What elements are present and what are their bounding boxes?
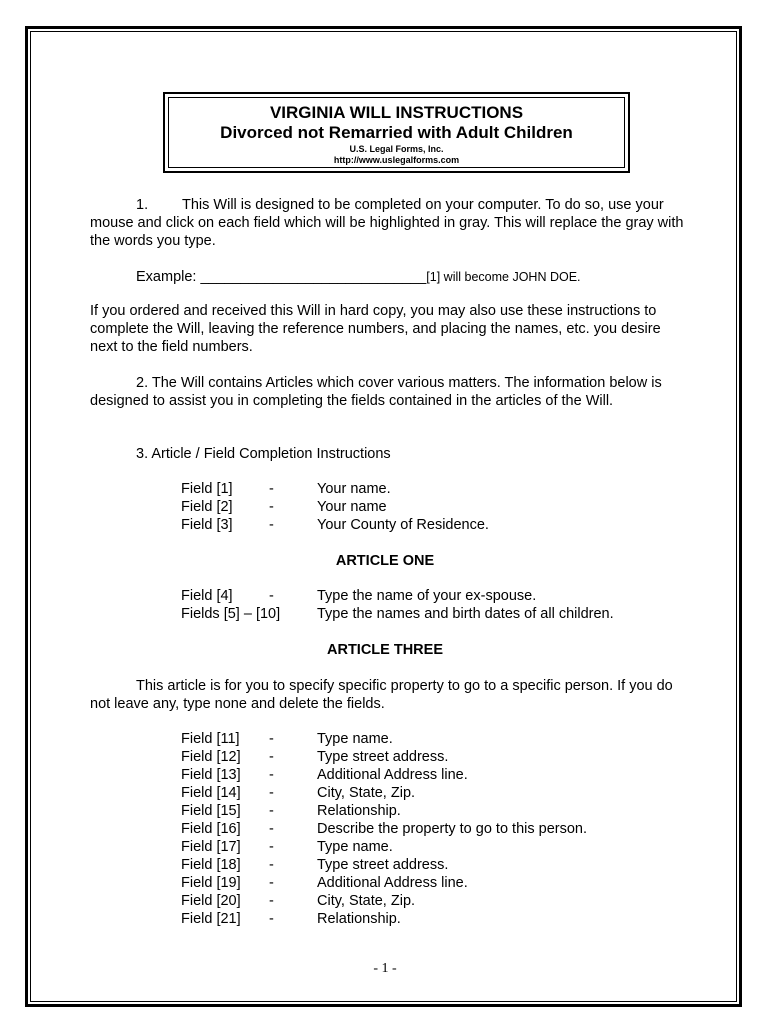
list-item	[181, 480, 489, 498]
field-description: Describe the property to go to this person.	[317, 821, 588, 837]
field-label: Field [4]	[181, 588, 233, 604]
page-number: - 1 -	[373, 961, 397, 976]
company-url: http://www.uslegalforms.com	[333, 155, 460, 165]
field-description: Relationship.	[317, 911, 401, 927]
field-dash: -	[269, 767, 274, 783]
field-label: Field [13]	[181, 767, 241, 783]
paragraph-3	[90, 445, 690, 463]
field-dash: -	[269, 588, 274, 604]
field-description: Your County of Residence.	[317, 517, 489, 533]
paragraph-1	[90, 196, 690, 250]
field-description: Type name.	[317, 731, 393, 747]
field-label: Field [14]	[181, 785, 241, 801]
field-label: Field [18]	[181, 857, 241, 873]
field-label: Field [19]	[181, 875, 241, 891]
field-label: Field [17]	[181, 839, 241, 855]
list-item	[181, 766, 587, 784]
article-three-heading: ARTICLE THREE	[327, 642, 443, 658]
field-description: Additional Address line.	[317, 767, 468, 783]
paragraph-2-text: 2. The Will contains Articles which cover various matters. The information below is designed to assist you in completing the fields contained in the articles of the Will.	[90, 375, 662, 409]
field-label: Field [21]	[181, 911, 241, 927]
field-description: City, State, Zip.	[317, 785, 416, 801]
example-label: Example:	[136, 269, 197, 285]
example-blank: ____________________________	[200, 269, 427, 285]
article-three-intro	[90, 677, 690, 713]
field-description: Relationship.	[317, 803, 401, 819]
field-description: Type name.	[317, 839, 393, 855]
example-line	[90, 268, 690, 286]
field-label: Field [2]	[181, 499, 233, 515]
field-label: Field [15]	[181, 803, 241, 819]
list-item	[181, 516, 489, 534]
document-title: VIRGINIA WILL INSTRUCTIONS	[269, 103, 524, 122]
field-description: Type street address.	[317, 749, 449, 765]
list-item	[181, 498, 489, 516]
list-item	[181, 838, 587, 856]
field-description: Type the name of your ex-spouse.	[317, 588, 537, 604]
article-three-intro-text: This article is for you to specify specific property to go to a specific person. If you do not leave any, type none and delete the fields.	[90, 678, 673, 712]
field-label: Field [12]	[181, 749, 241, 765]
title-box	[168, 97, 625, 168]
list-item	[181, 784, 587, 802]
field-description: Type street address.	[317, 857, 449, 873]
field-label: Field [1]	[181, 481, 233, 497]
list-item	[181, 820, 587, 838]
field-description: Your name.	[317, 481, 391, 497]
field-label: Field [3]	[181, 517, 233, 533]
article-one-heading: ARTICLE ONE	[335, 553, 435, 569]
field-description: City, State, Zip.	[317, 893, 416, 909]
field-label: Field [11]	[181, 731, 240, 747]
field-label: Fields [5] – [10]	[181, 606, 281, 622]
field-dash: -	[269, 517, 274, 533]
example-suffix: [1] will become JOHN DOE.	[426, 270, 581, 284]
field-dash: -	[269, 857, 274, 873]
field-dash: -	[269, 481, 274, 497]
field-dash: -	[269, 731, 274, 747]
field-label: Field [20]	[181, 893, 241, 909]
field-dash: -	[269, 821, 274, 837]
field-label: Field [16]	[181, 821, 241, 837]
field-dash: -	[269, 893, 274, 909]
paragraph-2	[90, 374, 690, 410]
list-item	[181, 587, 614, 605]
list-item	[181, 856, 587, 874]
field-dash: -	[269, 803, 274, 819]
field-dash: -	[269, 499, 274, 515]
field-dash: -	[269, 785, 274, 801]
list-item	[181, 605, 614, 623]
list-item	[181, 802, 587, 820]
document-subtitle: Divorced not Remarried with Adult Children	[220, 123, 573, 142]
list-item	[181, 748, 587, 766]
field-dash: -	[269, 911, 274, 927]
list-item	[181, 730, 587, 748]
field-description: Your name	[317, 499, 387, 515]
field-list-initial	[181, 480, 489, 534]
list-item	[181, 874, 587, 892]
list-item	[181, 892, 587, 910]
list-item	[181, 910, 587, 928]
paragraph-1-number: 1.	[136, 197, 149, 213]
field-dash: -	[269, 749, 274, 765]
company-name: U.S. Legal Forms, Inc.	[349, 144, 444, 154]
paragraph-hardcopy: If you ordered and received this Will in hard copy, you may also use these instructions to complete the Will, leaving the reference numbers, and placing the names, etc. you desire next to the field numbers.	[90, 303, 661, 355]
field-description: Type the names and birth dates of all children.	[317, 606, 614, 622]
paragraph-1-text: This Will is designed to be completed on your computer. To do so, use your mouse and click on each field which will be highlighted in gray. This will replace the gray with the words you type.	[90, 197, 684, 249]
field-dash: -	[269, 839, 274, 855]
field-list-article-one	[181, 587, 614, 623]
field-list-article-three	[181, 730, 587, 928]
field-description: Additional Address line.	[317, 875, 468, 891]
paragraph-3-text: 3. Article / Field Completion Instructions	[136, 446, 391, 462]
field-dash: -	[269, 875, 274, 891]
